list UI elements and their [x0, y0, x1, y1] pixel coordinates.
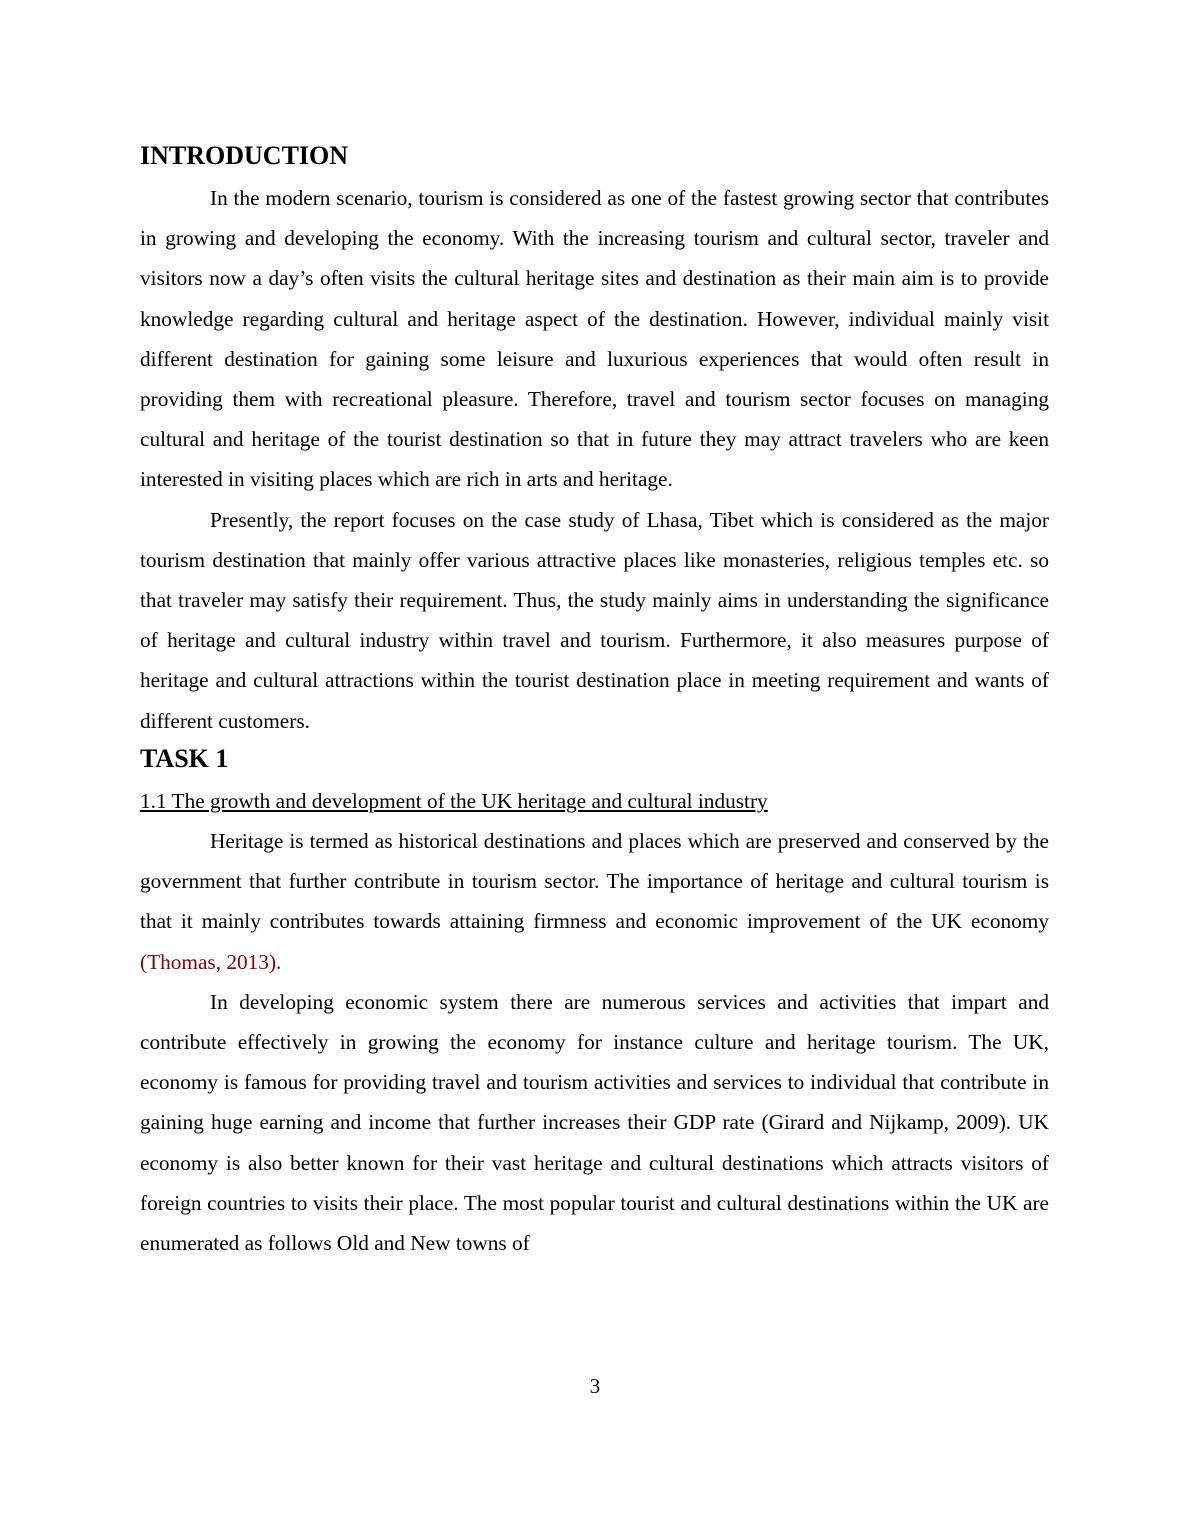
section-paragraph-2: In developing economic system there are numerous services and activities that impart and contribute effectively in growing the economy for instance culture and heritage tourism. The UK, economy is famous for providing travel and tourism activities and services to individual that contribute in gaining huge earning and income that further increases their GDP rate (Girard and Nijkamp, 2009). UK economy is also better known for their vast heritage and cultural destinations which attracts visitors of foreign countries to visits their place. The most popular tourist and cultural destinations within the UK are enumerated as follows Old and New towns of: [140, 989, 1049, 1256]
page-number: 3: [589, 1374, 601, 1398]
citation-thomas: (Thomas, 2013).: [140, 949, 282, 974]
task-heading: TASK 1: [140, 743, 229, 773]
intro-paragraph-2: Presently, the report focuses on the case study of Lhasa, Tibet which is considered as the major tourism destination that mainly offer various attractive places like monasteries, religious temples etc. so that traveler may satisfy their requirement. Thus, the study mainly aims in understanding the significance of heritage and cultural industry within travel and tourism. Furthermore, it also measures purpose of heritage and cultural attractions within the tourist destination place in meeting requirement and wants of different customers.: [140, 507, 1049, 733]
document-page: [140, 138, 1049, 1263]
intro-paragraph-1: In the modern scenario, tourism is considered as one of the fastest growing sector that contributes in growing and developing the economy. With the increasing tourism and cultural sector, traveler and visitors now a day’s often visits the cultural heritage sites and destination as their main aim is to provide knowledge regarding cultural and heritage aspect of the destination. However, individual mainly visit different destination for gaining some leisure and luxurious experiences that would often result in providing them with recreational pleasure. Therefore, travel and tourism sector focuses on managing cultural and heritage of the tourist destination so that in future they may attract travelers who are keen interested in visiting places which are rich in arts and heritage.: [140, 186, 1049, 492]
section-heading: 1.1 The growth and development of the UK heritage and cultural industry: [140, 788, 768, 813]
introduction-heading: INTRODUCTION: [140, 141, 349, 170]
section-paragraph-1: [140, 821, 1049, 982]
section-paragraph-1-text: Heritage is termed as historical destinations and places which are preserved and conserved by the government that further contribute in tourism sector. The importance of heritage and cultural tourism is that it mainly contributes towards attaining firmness and economic improvement of the UK economy: [140, 829, 1049, 934]
